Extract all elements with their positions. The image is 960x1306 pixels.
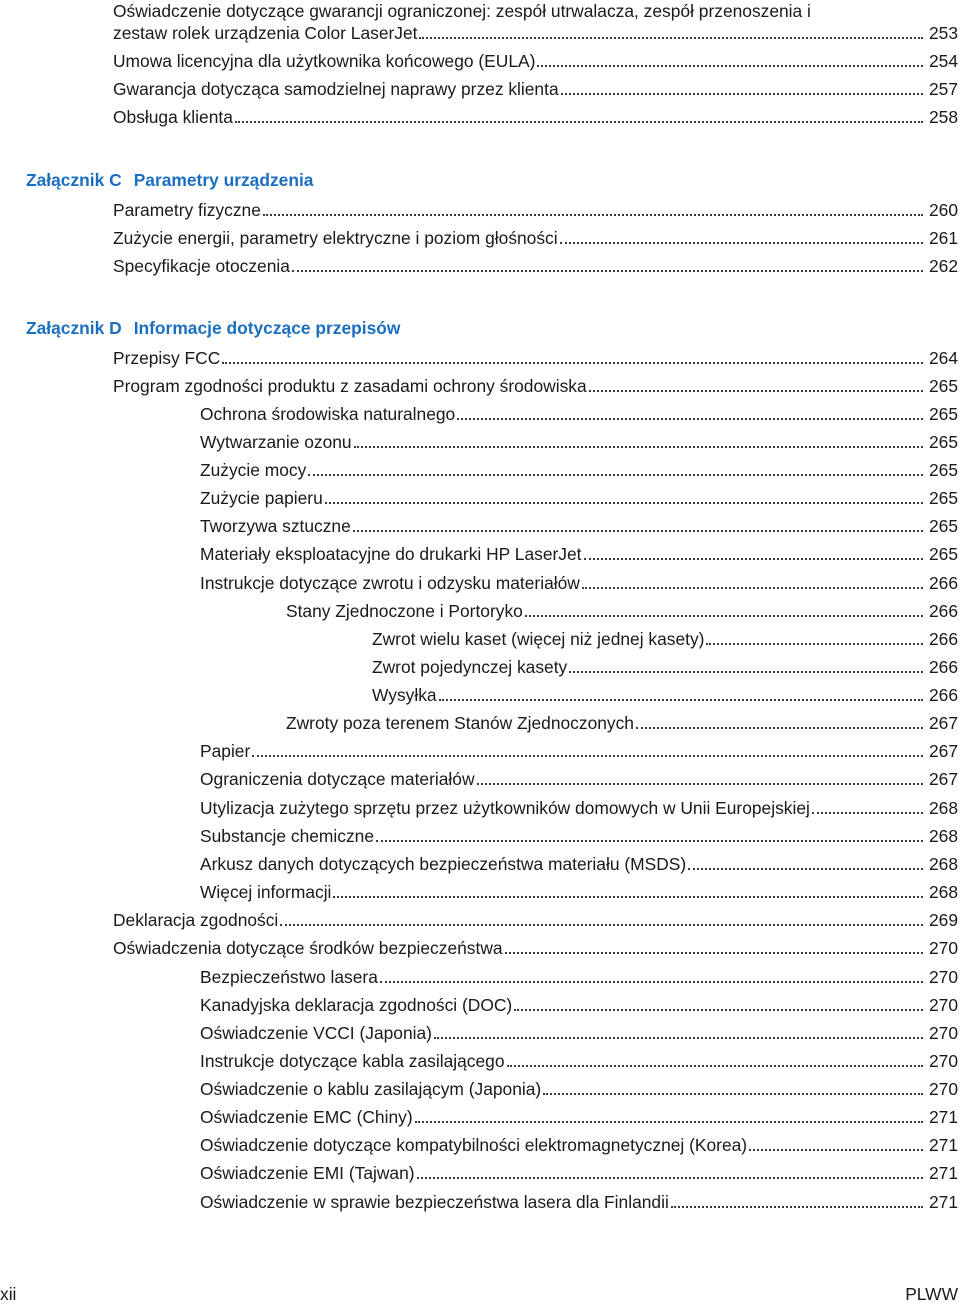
toc-entry-page: 268 (928, 798, 958, 818)
toc-entry-page: 268 (928, 854, 958, 874)
toc-entry[interactable] (113, 254, 958, 278)
appendix-label: Załącznik C (26, 170, 122, 190)
toc-entry-page: 260 (928, 200, 958, 220)
toc-entry[interactable] (372, 627, 958, 651)
toc-entry-title: Oświadczenia dotyczące środków bezpieczeństwa (113, 938, 503, 958)
dot-leader (560, 226, 923, 244)
toc-entry-title: Wytwarzanie ozonu (200, 432, 352, 452)
toc-entry-page: 257 (928, 79, 958, 99)
dot-leader (308, 458, 923, 476)
dot-leader (415, 1105, 923, 1123)
toc-entry[interactable] (200, 824, 958, 848)
toc-entry-page: 265 (928, 376, 958, 396)
toc-entry-page: 264 (928, 348, 958, 368)
dot-leader (514, 993, 923, 1011)
dot-leader (325, 486, 923, 504)
toc-entry-title: Bezpieczeństwo lasera (200, 967, 378, 987)
dot-leader (417, 1161, 923, 1179)
toc-entry-title: Program zgodności produktu z zasadami ochrony środowiska (113, 376, 587, 396)
dot-leader (507, 1049, 924, 1067)
toc-entry-page: 270 (928, 1051, 958, 1071)
toc-entry-page: 270 (928, 938, 958, 958)
toc-entry-title: Oświadczenie EMC (Chiny) (200, 1107, 413, 1127)
toc-entry-page: 271 (928, 1135, 958, 1155)
toc-entry[interactable] (113, 936, 958, 960)
toc-entry[interactable] (286, 599, 958, 623)
toc-entry-title: Zużycie papieru (200, 488, 323, 508)
toc-entry-title: Wysyłka (372, 685, 437, 705)
toc-entry[interactable] (113, 226, 958, 250)
appendix-heading[interactable] (26, 316, 400, 340)
toc-entry[interactable] (200, 1133, 958, 1157)
toc-entry[interactable] (200, 1021, 958, 1045)
toc-entry-page: 258 (928, 107, 958, 127)
toc-entry-title: Gwarancja dotycząca samodzielnej naprawy przez klienta (113, 79, 559, 99)
toc-entry-title: Przepisy FCC (113, 348, 221, 368)
toc-entry-title: Oświadczenie VCCI (Japonia) (200, 1023, 432, 1043)
toc-entry-title: Stany Zjednoczone i Portoryko (286, 601, 523, 621)
toc-entry[interactable] (200, 796, 958, 820)
toc-entry[interactable] (200, 880, 958, 904)
dot-leader (561, 77, 923, 95)
toc-entry-page: 269 (928, 910, 958, 930)
toc-entry[interactable] (200, 1190, 958, 1214)
dot-leader (280, 908, 923, 926)
toc-entry-title: Więcej informacji (200, 882, 332, 902)
toc-entry-page: 271 (928, 1192, 958, 1212)
toc-entry-title: Kanadyjska deklaracja zgodności (DOC) (200, 995, 513, 1015)
dot-leader (505, 936, 923, 954)
dot-leader (439, 683, 923, 701)
toc-entry-title: Utylizacja zużytego sprzętu przez użytkowników domowych w Unii Europejskiej (200, 798, 810, 818)
dot-leader (749, 1133, 923, 1151)
dot-leader (252, 739, 923, 757)
toc-entry-title: Obsługa klienta (113, 107, 233, 127)
toc-entry-page: 265 (928, 460, 958, 480)
toc-entry[interactable] (113, 21, 958, 45)
toc-entry-title: Tworzywa sztuczne (200, 516, 351, 536)
toc-entry-page: 265 (928, 516, 958, 536)
toc-entry-page: 267 (928, 713, 958, 733)
toc-entry-title: Zużycie energii, parametry elektryczne i poziom głośności (113, 228, 558, 248)
dot-leader (434, 1021, 923, 1039)
toc-entry[interactable] (200, 402, 958, 426)
toc-entry-page: 253 (928, 23, 958, 43)
toc-entry[interactable] (372, 683, 958, 707)
toc-entry-page: 254 (928, 51, 958, 71)
toc-entry-title: zestaw rolek urządzenia Color LaserJet (113, 23, 418, 43)
appendix-title: Informacje dotyczące przepisów (133, 318, 401, 338)
toc-entry-title: Oświadczenie dotyczące gwarancji ograniczonej: zespół utrwalacza, zespół przenoszenia i (113, 1, 811, 21)
toc-entry-page: 266 (928, 629, 958, 649)
toc-entry[interactable] (200, 571, 958, 595)
toc-entry[interactable] (200, 739, 958, 763)
appendix-title: Parametry urządzenia (133, 170, 314, 190)
appendix-label: Załącznik D (26, 318, 122, 338)
toc-entry[interactable] (200, 514, 958, 538)
toc-entry-title: Instrukcje dotyczące kabla zasilającego (200, 1051, 505, 1071)
toc-entry[interactable] (200, 1049, 958, 1073)
toc-entry-title: Umowa licencyjna dla użytkownika końcowego (EULA) (113, 51, 536, 71)
toc-entry[interactable] (200, 458, 958, 482)
toc-entry[interactable] (286, 711, 958, 735)
toc-entry[interactable] (200, 965, 958, 989)
dot-leader (419, 21, 923, 39)
toc-entry-page: 261 (928, 228, 958, 248)
dot-leader (354, 430, 923, 448)
toc-entry-page: 267 (928, 769, 958, 789)
toc-entry[interactable] (113, 908, 958, 932)
dot-leader (525, 599, 923, 617)
toc-entry-title: Instrukcje dotyczące zwrotu i odzysku materiałów (200, 573, 580, 593)
toc-entry[interactable] (113, 105, 958, 129)
toc-entry-page: 265 (928, 432, 958, 452)
toc-entry-title: Ochrona środowiska naturalnego (200, 404, 456, 424)
toc-entry[interactable] (113, 374, 958, 398)
toc-entry-page: 270 (928, 995, 958, 1015)
dot-leader (292, 254, 923, 272)
dot-leader (671, 1190, 923, 1208)
toc-entry[interactable] (113, 49, 958, 73)
toc-entry-page: 267 (928, 741, 958, 761)
toc-entry[interactable] (113, 198, 958, 222)
toc-entry-title: Zużycie mocy (200, 460, 307, 480)
toc-entry-page: 271 (928, 1107, 958, 1127)
dot-leader (235, 105, 923, 123)
toc-entry-page: 265 (928, 404, 958, 424)
dot-leader (636, 711, 923, 729)
dot-leader (812, 796, 923, 814)
appendix-heading[interactable] (26, 168, 313, 192)
toc-entry-page: 268 (928, 826, 958, 846)
toc-entry-title: Substancje chemiczne (200, 826, 374, 846)
toc-entry-page: 266 (928, 657, 958, 677)
dot-leader (222, 346, 923, 364)
toc-entry[interactable] (200, 486, 958, 510)
toc-entry-page: 265 (928, 488, 958, 508)
dot-leader (543, 1077, 923, 1095)
toc-entry-title: Specyfikacje otoczenia (113, 256, 290, 276)
toc-entry[interactable] (200, 542, 958, 566)
toc-entry-title: Oświadczenie EMI (Tajwan) (200, 1163, 415, 1183)
footer-code: PLWW (905, 1284, 958, 1304)
dot-leader (589, 374, 923, 392)
toc-entry-page: 270 (928, 1079, 958, 1099)
toc-entry-title: Zwrot pojedynczej kasety (372, 657, 568, 677)
dot-leader (582, 571, 923, 589)
toc-entry-title: Materiały eksploatacyjne do drukarki HP LaserJet (200, 544, 582, 564)
toc-entry-title: Zwrot wielu kaset (więcej niż jednej kasety) (372, 629, 705, 649)
dot-leader (376, 824, 923, 842)
toc-entry-title: Ograniczenia dotyczące materiałów (200, 769, 475, 789)
toc-entry-title: Oświadczenie o kablu zasilającym (Japonia) (200, 1079, 542, 1099)
dot-leader (688, 852, 923, 870)
footer-page-number: xii (0, 1284, 17, 1304)
toc-entry-title: Papier (200, 741, 251, 761)
toc-entry-page: 268 (928, 882, 958, 902)
toc-entry-title: Oświadczenie w sprawie bezpieczeństwa lasera dla Finlandii (200, 1192, 669, 1212)
toc-entry[interactable] (200, 430, 958, 454)
toc-entry[interactable] (113, 77, 958, 101)
dot-leader (706, 627, 923, 645)
dot-leader (263, 198, 923, 216)
toc-entry-title: Arkusz danych dotyczących bezpieczeństwa materiału (MSDS) (200, 854, 687, 874)
toc-entry-title: Deklaracja zgodności (113, 910, 279, 930)
dot-leader (569, 655, 923, 673)
toc-entry-page: 265 (928, 544, 958, 564)
toc-entry[interactable] (113, 346, 958, 370)
dot-leader (353, 514, 923, 532)
dot-leader (477, 767, 923, 785)
toc-entry-page: 262 (928, 256, 958, 276)
toc-entry-page: 266 (928, 573, 958, 593)
toc-entry-page: 270 (928, 1023, 958, 1043)
toc-entry-page: 271 (928, 1163, 958, 1183)
toc-entry[interactable] (200, 1077, 958, 1101)
toc-entry-page: 266 (928, 685, 958, 705)
dot-leader (537, 49, 923, 67)
toc-entry[interactable] (200, 1161, 958, 1185)
toc-entry-page: 266 (928, 601, 958, 621)
dot-leader (584, 542, 924, 560)
dot-leader (333, 880, 923, 898)
toc-entry[interactable] (372, 655, 958, 679)
toc-entry-title: Parametry fizyczne (113, 200, 261, 220)
toc-entry[interactable] (200, 993, 958, 1017)
dot-leader (380, 965, 923, 983)
toc-entry[interactable] (200, 767, 958, 791)
toc-entry-title: Zwroty poza terenem Stanów Zjednoczonych (286, 713, 634, 733)
dot-leader (457, 402, 923, 420)
toc-entry-title: Oświadczenie dotyczące kompatybilności elektromagnetycznej (Korea) (200, 1135, 748, 1155)
toc-entry-page: 270 (928, 967, 958, 987)
toc-entry[interactable] (200, 1105, 958, 1129)
toc-entry[interactable] (200, 852, 958, 876)
